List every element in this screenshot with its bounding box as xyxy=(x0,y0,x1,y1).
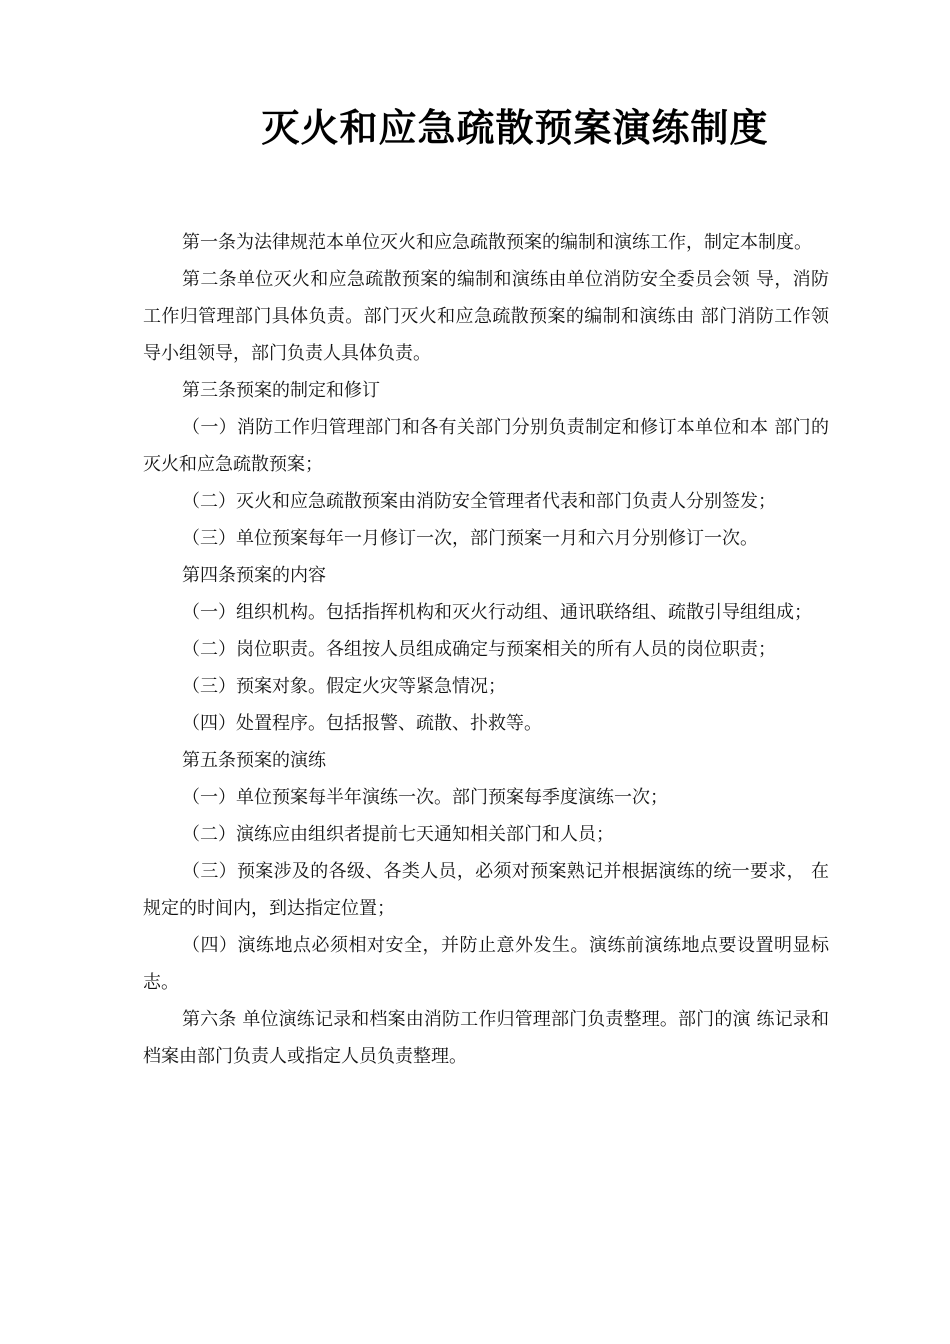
document-body xyxy=(143,224,829,1075)
article-3-item-3: （三）单位预案每年一月修订一次，部门预案一月和六月分别修订一次。 xyxy=(182,528,758,549)
article-4-item-3: （三）预案对象。假定火灾等紧急情况； xyxy=(182,676,506,697)
article-3-item-2: （二）灭火和应急疏散预案由消防安全管理者代表和部门负责人分别签发； xyxy=(182,491,776,512)
article-1: 第一条为法律规范本单位灭火和应急疏散预案的编制和演练工作，制定本制度。 xyxy=(182,232,812,253)
article-4-heading: 第四条预案的内容 xyxy=(182,565,326,586)
article-2: 第二条单位灭火和应急疏散预案的编制和演练由单位消防安全委员会领 导，消防工作归管理部门具体负责。部门灭火和应急疏散预案的编制和演练由 部门消防工作领导小组领导，部门负责人具体负责。 xyxy=(143,269,829,364)
article-5-heading: 第五条预案的演练 xyxy=(182,750,326,771)
article-5-item-3: （三）预案涉及的各级、各类人员，必须对预案熟记并根据演练的统一要求， 在规定的时间内，到达指定位置； xyxy=(143,861,829,919)
article-4-item-2: （二）岗位职责。各组按人员组成确定与预案相关的所有人员的岗位职责； xyxy=(182,639,776,660)
article-4-item-1: （一）组织机构。包括指挥机构和灭火行动组、通讯联络组、疏散引导组组成； xyxy=(182,602,812,623)
article-4-item-4: （四）处置程序。包括报警、疏散、扑救等。 xyxy=(182,713,542,734)
article-3-item-1: （一）消防工作归管理部门和各有关部门分别负责制定和修订本单位和本 部门的灭火和应急疏散预案； xyxy=(143,417,829,475)
document-title: 灭火和应急疏散预案演练制度 xyxy=(261,106,769,150)
article-5-item-1: （一）单位预案每半年演练一次。部门预案每季度演练一次； xyxy=(182,787,668,808)
article-5-item-4: （四）演练地点必须相对安全，并防止意外发生。演练前演练地点要设置明显标志。 xyxy=(143,935,829,993)
article-3-heading: 第三条预案的制定和修订 xyxy=(182,380,380,401)
article-5-item-2: （二）演练应由组织者提前七天通知相关部门和人员； xyxy=(182,824,614,845)
article-6: 第六条 单位演练记录和档案由消防工作归管理部门负责整理。部门的演 练记录和档案由部门负责人或指定人员负责整理。 xyxy=(143,1009,829,1067)
